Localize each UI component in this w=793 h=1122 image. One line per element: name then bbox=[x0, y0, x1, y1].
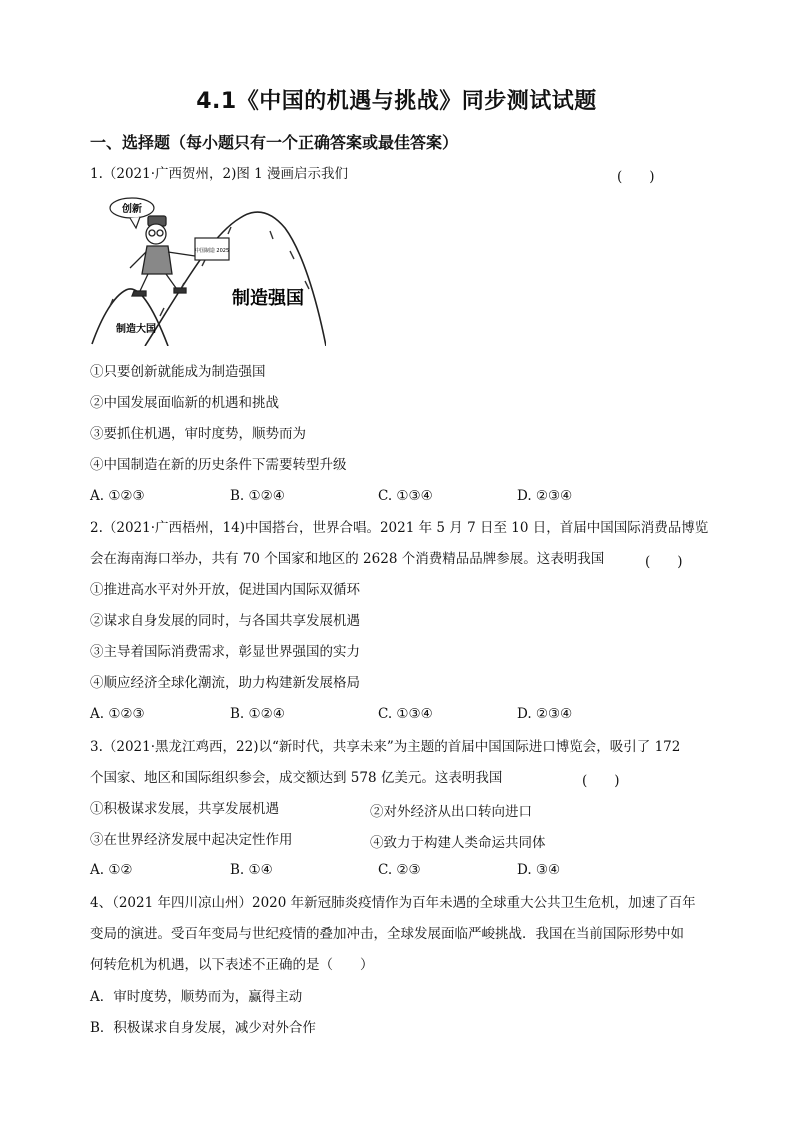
q3-option-c[interactable]: C. ②③ bbox=[378, 862, 421, 878]
q1-item-3: ③要抓住机遇，审时度势，顺势而为 bbox=[90, 426, 306, 442]
small-mountain-label: 制造大国 bbox=[116, 324, 156, 335]
q4-stem-line-1: 4、（2021 年四川凉山州）2020 年新冠肺炎疫情作为百年未遇的全球重大公共卫生危机，加速了百年 bbox=[90, 895, 696, 911]
q3-option-a[interactable]: A. ①② bbox=[90, 862, 133, 878]
q1-option-c[interactable]: C. ①③④ bbox=[378, 488, 433, 504]
q3-stem-line-1: 3.（2021·黑龙江鸡西，22)以“新时代，共享未来”为主题的首届中国国际进口博览会，吸引了 172 bbox=[90, 739, 681, 755]
q4-stem-line-3: 何转危机为机遇，以下表述不正确的是（ ） bbox=[90, 957, 374, 973]
q1-item-2: ②中国发展面临新的机遇和挑战 bbox=[90, 395, 279, 411]
q1-option-d[interactable]: D. ②③④ bbox=[517, 488, 573, 504]
q3-option-b[interactable]: B. ①④ bbox=[230, 862, 273, 878]
q4-option-b[interactable]: B．积极谋求自身发展，减少对外合作 bbox=[90, 1020, 316, 1036]
q2-option-b[interactable]: B. ①②④ bbox=[230, 706, 285, 722]
q2-stem-line-1: 2.（2021·广西梧州，14)中国搭台，世界合唱。2021 年 5 月 7 日至 10 日，首届中国国际消费品博览 bbox=[90, 520, 709, 536]
q1-option-a[interactable]: A. ①②③ bbox=[90, 488, 145, 504]
big-mountain-label: 制造强国 bbox=[232, 288, 304, 309]
q3-item-2: ②对外经济从出口转向进口 bbox=[370, 804, 532, 820]
q3-answer-paren: ( ) bbox=[582, 773, 620, 789]
big-mountain-outline bbox=[145, 212, 326, 346]
q2-option-a[interactable]: A. ①②③ bbox=[90, 706, 145, 722]
q4-option-a[interactable]: A．审时度势，顺势而为，赢得主动 bbox=[90, 989, 303, 1005]
q2-item-4: ④顺应经济全球化潮流，助力构建新发展格局 bbox=[90, 675, 360, 691]
sign-text: 中国制造 2025 bbox=[194, 248, 230, 254]
q1-item-4: ④中国制造在新的历史条件下需要转型升级 bbox=[90, 457, 347, 473]
q2-answer-paren: ( ) bbox=[645, 554, 683, 570]
q1-item-1: ①只要创新就能成为制造强国 bbox=[90, 364, 266, 380]
q2-item-1: ①推进高水平对外开放，促进国内国际双循环 bbox=[90, 582, 360, 598]
small-mountain-outline bbox=[92, 289, 168, 346]
q3-stem-line-2: 个国家、地区和国际组织参会，成交额达到 578 亿美元。这表明我国 bbox=[90, 770, 503, 786]
q2-option-c[interactable]: C. ①③④ bbox=[378, 706, 433, 722]
q2-stem-line-2: 会在海南海口举办，共有 70 个国家和地区的 2628 个消费精品品牌参展。这表明我国 bbox=[90, 551, 605, 567]
q1-answer-paren: ( ) bbox=[617, 169, 655, 185]
q2-option-d[interactable]: D. ②③④ bbox=[517, 706, 573, 722]
q1-option-b[interactable]: B. ①②④ bbox=[230, 488, 285, 504]
q4-stem-line-2: 变局的演进。受百年变局与世纪疫情的叠加冲击，全球发展面临严峻挑战．我国在当前国际形势中如 bbox=[90, 926, 684, 942]
q2-item-2: ②谋求自身发展的同时，与各国共享发展机遇 bbox=[90, 613, 360, 629]
page-title: 4.1《中国的机遇与挑战》同步测试试题 bbox=[196, 89, 597, 114]
climber-figure bbox=[130, 216, 195, 296]
section-heading: 一、选择题（每小题只有一个正确答案或最佳答案） bbox=[90, 133, 459, 152]
bubble-text: 创新 bbox=[122, 204, 142, 215]
cartoon-image bbox=[90, 196, 326, 346]
q3-item-4: ④致力于构建人类命运共同体 bbox=[370, 835, 546, 851]
q3-item-1: ①积极谋求发展，共享发展机遇 bbox=[90, 801, 279, 817]
q3-option-d[interactable]: D. ③④ bbox=[517, 862, 561, 878]
q2-item-3: ③主导着国际消费需求，彰显世界强国的实力 bbox=[90, 644, 360, 660]
q1-stem: 1.（2021·广西贺州，2)图 1 漫画启示我们 bbox=[90, 166, 349, 182]
q3-item-3: ③在世界经济发展中起决定性作用 bbox=[90, 832, 293, 848]
